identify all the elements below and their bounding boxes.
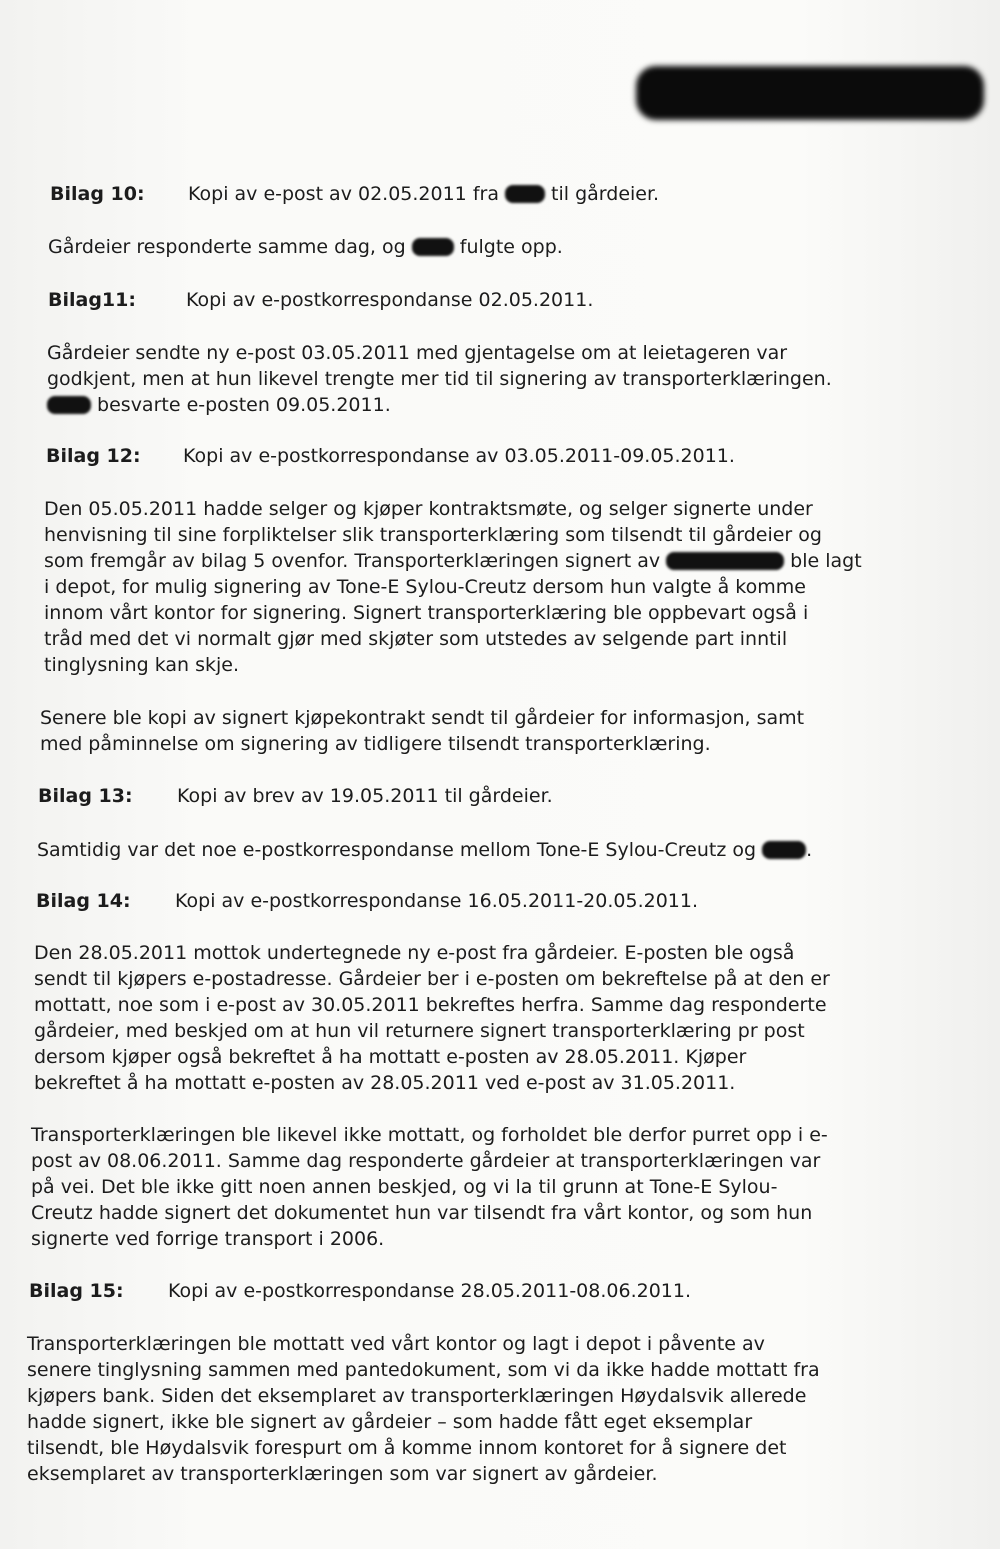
bilag-10-line <box>50 181 659 207</box>
paragraph-2-line-2: godkjent, men at hun likevel trengte mer tid til signering av transporterklæringen. <box>47 368 832 390</box>
bilag-13-label: Bilag 13: <box>38 785 133 807</box>
redaction <box>762 841 806 859</box>
paragraph-6-line-2: sendt til kjøpers e-postadresse. Gårdeier ber i e-posten om bekreftelse på at den er <box>34 968 830 990</box>
paragraph-6 <box>34 940 830 1096</box>
paragraph-3 <box>44 496 862 678</box>
bilag-14-label: Bilag 14: <box>36 890 131 912</box>
paragraph-2-line-3 <box>47 392 832 418</box>
paragraph-4-line-2: med påminnelse om signering av tidligere tilsendt transporterklæring. <box>40 733 711 755</box>
paragraph-1-pre: Gårdeier responderte samme dag, og <box>48 236 412 258</box>
bilag-13-line <box>38 783 553 809</box>
header-redaction <box>636 66 984 120</box>
bilag-10-text-pre: Kopi av e-post av 02.05.2011 fra <box>188 183 505 205</box>
paragraph-8 <box>27 1331 820 1487</box>
bilag-14-text: Kopi av e-postkorrespondanse 16.05.2011-20.05.2011. <box>175 890 699 912</box>
paragraph-5 <box>37 837 812 863</box>
bilag-11-line <box>48 287 593 313</box>
bilag-13-text: Kopi av brev av 19.05.2011 til gårdeier. <box>177 785 553 807</box>
paragraph-8-line-6: eksemplaret av transporterklæringen som var signert av gårdeier. <box>27 1463 658 1485</box>
bilag-11-label: Bilag11: <box>48 289 136 311</box>
paragraph-1 <box>48 234 563 260</box>
bilag-12-text: Kopi av e-postkorrespondanse av 03.05.2011-09.05.2011. <box>183 445 735 467</box>
redaction <box>666 552 784 570</box>
paragraph-8-line-2: senere tinglysning sammen med pantedokument, som vi da ikke hadde mottatt fra <box>27 1359 820 1381</box>
paragraph-3-line-4: i depot, for mulig signering av Tone-E Sylou-Creutz dersom hun valgte å komme <box>44 576 806 598</box>
redaction <box>412 238 454 256</box>
paragraph-7-line-5: signerte ved forrige transport i 2006. <box>31 1228 385 1250</box>
paragraph-7-line-2: post av 08.06.2011. Samme dag responderte gårdeier at transporterklæringen var <box>31 1150 821 1172</box>
paragraph-2 <box>47 340 832 418</box>
paragraph-7-line-1: Transporterklæringen ble likevel ikke mottatt, og forholdet ble derfor purret opp i e- <box>31 1124 828 1146</box>
paragraph-7 <box>31 1122 828 1252</box>
paragraph-3-line-1: Den 05.05.2011 hadde selger og kjøper kontraktsmøte, og selger signerte under <box>44 498 813 520</box>
paragraph-6-line-4: gårdeier, med beskjed om at hun vil returnere signert transporterklæring pr post <box>34 1020 805 1042</box>
paragraph-2-line-1: Gårdeier sendte ny e-post 03.05.2011 med gjentagelse om at leietageren var <box>47 342 788 364</box>
paragraph-6-line-5: dersom kjøper også bekreftet å ha mottatt e-posten av 28.05.2011. Kjøper <box>34 1046 747 1068</box>
redaction <box>47 396 91 414</box>
bilag-15-text: Kopi av e-postkorrespondanse 28.05.2011-08.06.2011. <box>168 1280 692 1302</box>
paragraph-3-line-3-post: ble lagt <box>784 550 862 572</box>
paragraph-3-line-5: innom vårt kontor for signering. Signert transporterklæring ble oppbevart også i <box>44 602 809 624</box>
paragraph-5-post: . <box>806 839 813 861</box>
paragraph-6-line-3: mottatt, noe som i e-post av 30.05.2011 bekreftes herfra. Samme dag responderte <box>34 994 827 1016</box>
bilag-15-line <box>29 1278 691 1304</box>
paragraph-6-line-6: bekreftet å ha mottatt e-posten av 28.05.2011 ved e-post av 31.05.2011. <box>34 1072 736 1094</box>
paragraph-5-pre: Samtidig var det noe e-postkorrespondanse mellom Tone-E Sylou-Creutz og <box>37 839 763 861</box>
bilag-10-label: Bilag 10: <box>50 183 145 205</box>
paragraph-8-line-3: kjøpers bank. Siden det eksemplaret av transporterklæringen Høydalsvik allerede <box>27 1385 807 1407</box>
paragraph-8-line-1: Transporterklæringen ble mottatt ved vårt kontor og lagt i depot i påvente av <box>27 1333 765 1355</box>
paragraph-3-line-2: henvisning til sine forpliktelser slik transporterklæring som tilsendt til gårdeier og <box>44 524 822 546</box>
bilag-12-label: Bilag 12: <box>46 445 141 467</box>
paragraph-6-line-1: Den 28.05.2011 mottok undertegnede ny e-post fra gårdeier. E-posten ble også <box>34 942 795 964</box>
paragraph-4 <box>40 705 804 757</box>
bilag-14-line <box>36 888 698 914</box>
paragraph-8-line-5: tilsendt, ble Høydalsvik forespurt om å komme innom kontoret for å signere det <box>27 1437 787 1459</box>
paragraph-8-line-4: hadde signert, ikke ble signert av gårdeier – som hadde fått eget eksemplar <box>27 1411 753 1433</box>
paragraph-3-line-3 <box>44 548 862 574</box>
bilag-11-text: Kopi av e-postkorrespondanse 02.05.2011. <box>186 289 594 311</box>
paragraph-1-post: fulgte opp. <box>453 236 563 258</box>
paragraph-3-line-6: tråd med det vi normalt gjør med skjøter som utstedes av selgende part inntil <box>44 628 788 650</box>
paragraph-3-line-3-pre: som fremgår av bilag 5 ovenfor. Transporterklæringen signert av <box>44 550 667 572</box>
paragraph-7-line-3: på vei. Det ble ikke gitt noen annen beskjed, og vi la til grunn at Tone-E Sylou- <box>31 1176 778 1198</box>
bilag-15-label: Bilag 15: <box>29 1280 124 1302</box>
paragraph-7-line-4: Creutz hadde signert det dokumentet hun var tilsendt fra vårt kontor, og som hun <box>31 1202 813 1224</box>
paragraph-3-line-7: tinglysning kan skje. <box>44 654 240 676</box>
paragraph-2-line-3-text: besvarte e-posten 09.05.2011. <box>91 394 391 416</box>
redaction <box>505 185 545 203</box>
paragraph-4-line-1: Senere ble kopi av signert kjøpekontrakt sendt til gårdeier for informasjon, samt <box>40 707 805 729</box>
bilag-12-line <box>46 443 735 469</box>
bilag-10-text-post: til gårdeier. <box>545 183 660 205</box>
